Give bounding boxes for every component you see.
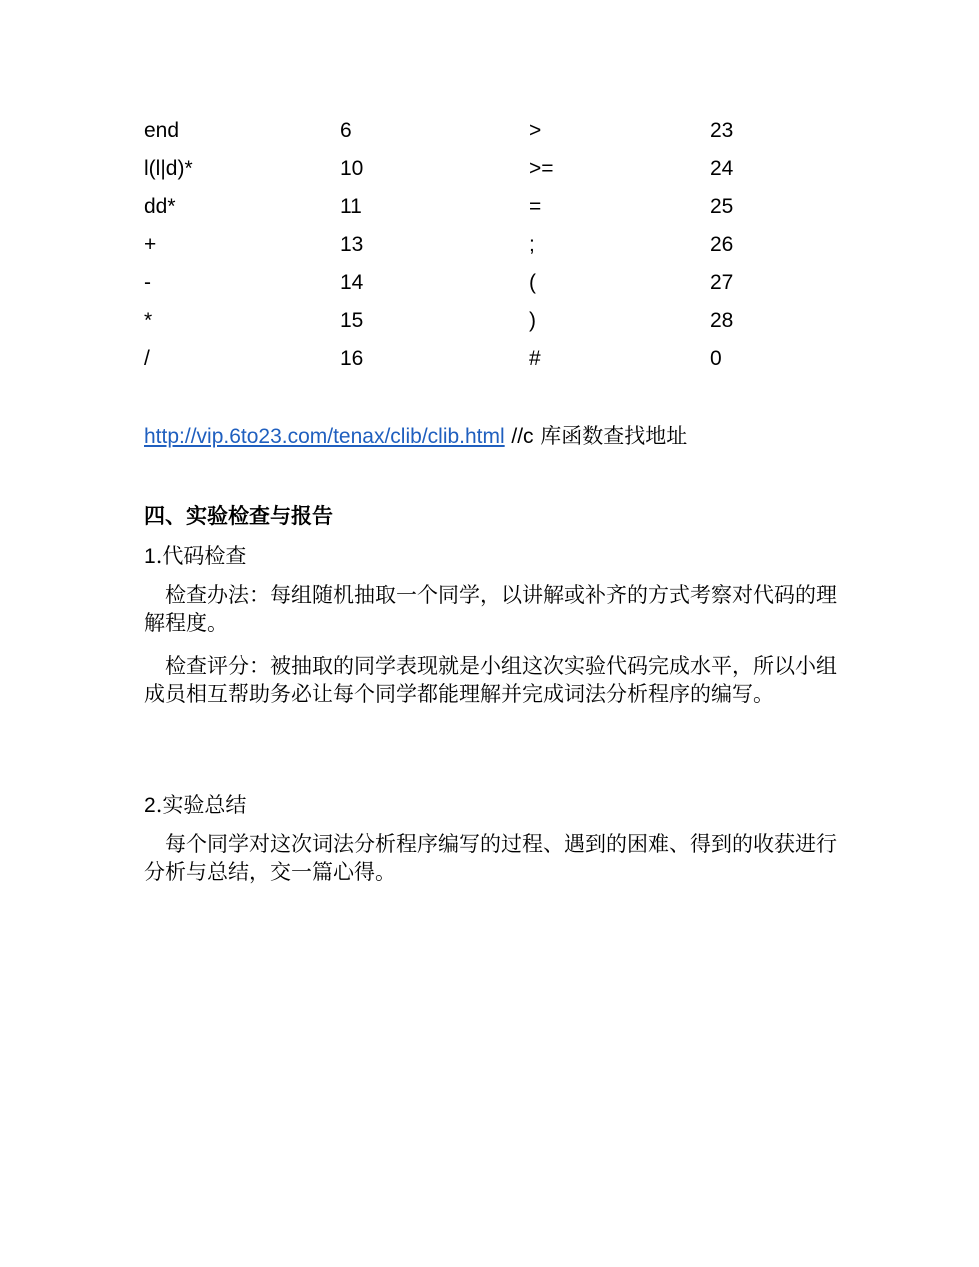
summary-paragraph: 每个同学对这次词法分析程序编写的过程、遇到的困难、得到的收获进行分析与总结，交一篇心得。 [144,832,837,884]
table-cell: 27 [710,271,734,294]
table-cell: = [529,195,542,218]
summary-heading [144,789,246,819]
heading-number: 2 [144,794,156,817]
table-cell: 26 [710,233,734,256]
table-row [144,150,770,188]
table-row [144,340,770,378]
table-cell: ; [529,233,535,256]
clib-link[interactable]: http://vip.6to23.com/tenax/clib/clib.html [144,425,505,448]
table-cell: 6 [340,119,352,142]
heading-number: 1 [144,545,156,568]
table-row [144,112,770,150]
table-row [144,264,770,302]
link-comment: 库函数查找地址 [533,424,688,448]
table-cell: 25 [710,195,734,218]
library-link-line [144,420,687,450]
table-row [144,302,770,340]
table-row [144,188,770,226]
table-cell: 11 [340,195,362,218]
heading-text: .代码检查 [155,544,247,568]
table-cell: 24 [710,157,734,180]
table-cell: > [529,119,542,142]
table-cell: ( [529,271,536,294]
table-cell: ) [529,309,536,332]
symbol-code-table [144,112,770,378]
table-cell: 16 [340,347,364,370]
table-cell: 10 [340,157,364,180]
table-cell: 0 [710,347,722,370]
table-cell: - [144,271,151,294]
section-title: 四、实验检查与报告 [144,503,333,528]
check-scoring-paragraph: 检查评分：被抽取的同学表现就是小组这次实验代码完成水平，所以小组成员相互帮助务必让每个同学都能理解并完成词法分析程序的编写。 [144,654,837,706]
table-cell: end [144,119,180,142]
table-cell: 28 [710,309,734,332]
table-cell: 15 [340,309,364,332]
heading-text: .实验总结 [155,793,247,817]
table-cell: # [529,347,541,370]
comment-slash: //c [511,425,534,448]
table-cell: >= [529,157,554,180]
check-method-paragraph: 检查办法：每组随机抽取一个同学，以讲解或补齐的方式考察对代码的理解程度。 [144,583,837,635]
table-cell: l(l|d)* [144,157,193,180]
table-cell: 14 [340,271,364,294]
table-cell: * [144,309,153,332]
table-cell: + [144,233,157,256]
table-cell: 13 [340,233,364,256]
code-check-heading [144,540,246,570]
table-cell: / [144,347,150,370]
table-row [144,226,770,264]
table-cell: 23 [710,119,734,142]
table-cell: dd* [144,195,176,218]
